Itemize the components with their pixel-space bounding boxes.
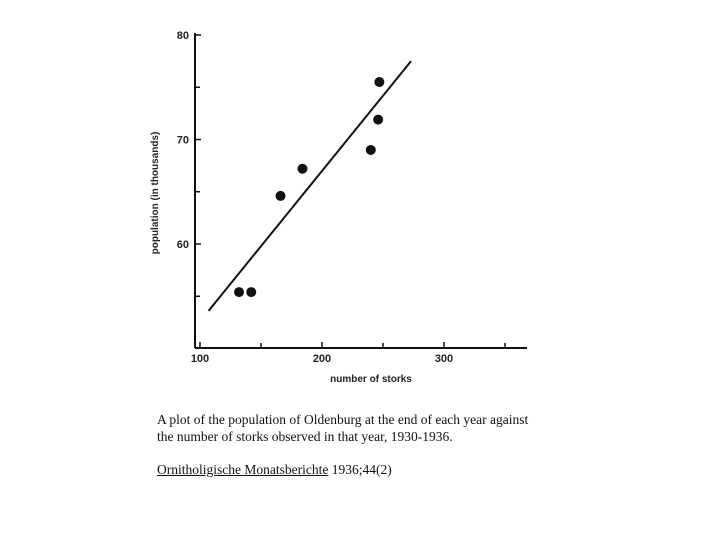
data-point bbox=[246, 287, 256, 297]
caption-line-2: the number of storks observed in that year, 1930-1936. bbox=[157, 429, 453, 444]
x-axis-title: number of storks bbox=[330, 374, 412, 385]
figure-caption bbox=[157, 411, 577, 445]
axis-tick-labels bbox=[177, 30, 453, 365]
citation-details: 1936;44(2) bbox=[328, 462, 392, 477]
axis-ticks bbox=[195, 35, 505, 348]
citation bbox=[157, 462, 392, 478]
y-tick-label: 80 bbox=[176, 30, 189, 42]
data-point bbox=[374, 77, 384, 87]
data-point bbox=[366, 145, 376, 155]
data-point bbox=[297, 164, 307, 174]
x-tick-label: 200 bbox=[312, 353, 332, 365]
citation-journal: Ornitholigische Monatsberichte bbox=[157, 462, 329, 477]
data-point bbox=[234, 287, 244, 297]
y-axis-title: population (in thousands) bbox=[150, 131, 161, 255]
caption-line-1: A plot of the population of Oldenburg at the end of each year against bbox=[157, 412, 529, 427]
data-point bbox=[276, 191, 286, 201]
x-tick-label: 300 bbox=[434, 353, 454, 365]
x-tick-label: 100 bbox=[190, 353, 210, 365]
y-tick-label: 60 bbox=[176, 239, 189, 251]
data-point bbox=[373, 115, 383, 125]
axes bbox=[195, 33, 527, 348]
trend-line bbox=[209, 61, 412, 311]
y-tick-label: 70 bbox=[176, 134, 189, 147]
